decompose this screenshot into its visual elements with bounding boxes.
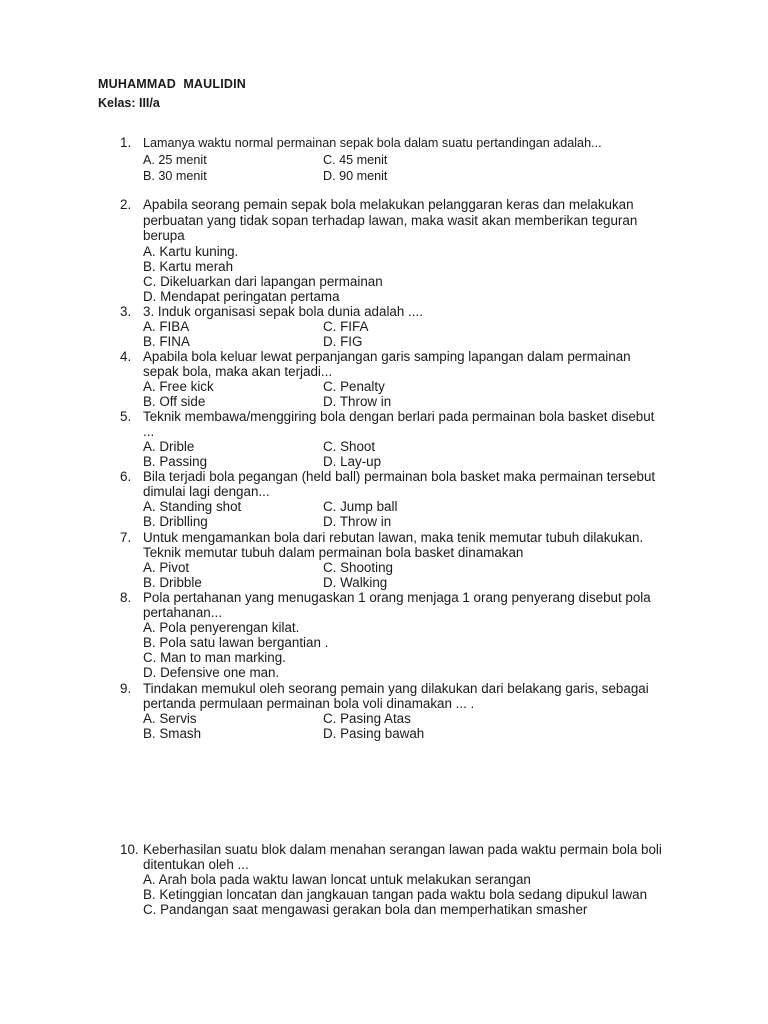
options-grid: [143, 319, 668, 349]
question-8: [120, 590, 680, 681]
question-7: [120, 530, 680, 590]
option-a: A. Free kick: [143, 379, 214, 395]
option-d: D. Throw in: [323, 514, 392, 530]
question-number: 2.: [120, 197, 132, 212]
option-c: C. Pandangan saat mengawasi gerakan bola dan memperhatikan smasher: [143, 902, 588, 918]
question-3: [120, 304, 680, 349]
option-c: C. Dikeluarkan dari lapangan permainan: [143, 274, 383, 290]
option-c: C. Man to man marking.: [143, 650, 286, 666]
option-c: C. Jump ball: [323, 499, 398, 515]
options-grid: [143, 379, 668, 409]
option-b: B. FINA: [143, 334, 190, 350]
option-a: A. Drible: [143, 439, 195, 455]
question-number: 6.: [120, 469, 132, 484]
option-c: C. Penalty: [323, 379, 385, 395]
option-a: A. Arah bola pada waktu lawan loncat untuk melakukan serangan: [143, 872, 531, 888]
question-2: [120, 197, 680, 304]
question-number: 3.: [120, 304, 132, 319]
option-d: D. FIG: [323, 334, 363, 350]
option-a: A. Pola penyerengan kilat.: [143, 620, 300, 636]
option-a: A. Standing shot: [143, 499, 242, 515]
question-text: Lamanya waktu normal permainan sepak bola dalam suatu pertandingan adalah...: [143, 136, 602, 150]
question-text: Apabila seorang pemain sepak bola melakukan pelanggaran keras dan melakukan perbuatan yang tidak sopan terhadap lawan, maka wasit akan memberikan teguran berupa: [143, 197, 638, 244]
question-text: Apabila bola keluar lewat perpanjangan garis samping lapangan dalam permainan sepak bola, maka akan terjadi...: [143, 349, 631, 380]
option-c: C. FIFA: [323, 319, 369, 335]
option-d: D. Mendapat peringatan pertama: [143, 289, 340, 305]
option-b: B. Dribble: [143, 575, 202, 591]
options-grid: [143, 711, 668, 741]
question-4: [120, 349, 680, 409]
class-label: Kelas: III/a: [98, 96, 160, 110]
option-b: B. Smash: [143, 726, 202, 742]
option-b: B. Kartu merah: [143, 259, 234, 275]
option-b: B. Pola satu lawan bergantian .: [143, 635, 329, 651]
question-number: 7.: [120, 530, 132, 545]
question-10: [120, 842, 680, 917]
question-number: 5.: [120, 409, 132, 424]
question-text: Bila terjadi bola pegangan (held ball) permainan bola basket maka permainan tersebut dimulai lagi dengan...: [143, 469, 656, 500]
options-grid: [143, 560, 668, 590]
option-a: A. Pivot: [143, 560, 190, 576]
option-b: B. Driblling: [143, 514, 208, 530]
question-number: 9.: [120, 681, 132, 696]
question-text: 3. Induk organisasi sepak bola dunia adalah ....: [143, 304, 423, 319]
options-grid: [143, 439, 668, 469]
question-1: [120, 135, 680, 185]
options-grid: [143, 499, 668, 529]
options-grid: [143, 152, 668, 185]
option-b: B. 30 menit: [143, 169, 207, 183]
option-a: A. Servis: [143, 711, 197, 727]
option-c: C. Shooting: [323, 560, 393, 576]
question-9: [120, 681, 680, 741]
question-5: [120, 409, 680, 469]
option-c: C. 45 menit: [323, 152, 388, 167]
student-name: MUHAMMAD MAULIDIN: [98, 77, 247, 91]
question-6: [120, 469, 680, 529]
question-number: 8.: [120, 590, 132, 605]
option-d: D. Pasing bawah: [323, 726, 425, 742]
option-a: A. Kartu kuning.: [143, 244, 239, 260]
option-d: D. Throw in: [323, 394, 392, 410]
option-d: D. Lay-up: [323, 454, 382, 470]
option-a: A. FIBA: [143, 319, 190, 335]
option-b: B. Passing: [143, 454, 208, 470]
question-text: Tindakan memukul oleh seorang pemain yang dilakukan dari belakang garis, sebagai pertanda permulaan permainan bola voli dinamakan ... .: [143, 681, 649, 712]
option-d: D. 90 menit: [323, 169, 388, 183]
option-c: C. Shoot: [323, 439, 376, 455]
question-text: Untuk mengamankan bola dari rebutan lawan, maka tenik memutar tubuh dilakukan. Teknik memutar tubuh dalam permainan bola basket dinamakan: [143, 530, 644, 561]
option-d: D. Defensive one man.: [143, 665, 280, 681]
question-text: Teknik membawa/menggiring bola dengan berlari pada permainan bola basket disebut ...: [143, 409, 655, 440]
question-number: 1.: [120, 135, 132, 150]
question-text: Pola pertahanan yang menugaskan 1 orang menjaga 1 orang penyerang disebut pola pertahanan...: [143, 590, 651, 621]
question-text: Keberhasilan suatu blok dalam menahan serangan lawan pada waktu permain bola boli ditentukan oleh ...: [143, 842, 662, 873]
question-number: 4.: [120, 349, 132, 364]
option-a: A. 25 menit: [143, 152, 207, 167]
option-b: B. Off side: [143, 394, 206, 410]
option-b: B. Ketinggian loncatan dan jangkauan tangan pada waktu bola sedang dipukul lawan: [143, 887, 648, 903]
option-d: D. Walking: [323, 575, 388, 591]
student-header: [98, 77, 246, 110]
option-c: C. Pasing Atas: [323, 711, 411, 727]
question-number: 10.: [120, 842, 139, 857]
